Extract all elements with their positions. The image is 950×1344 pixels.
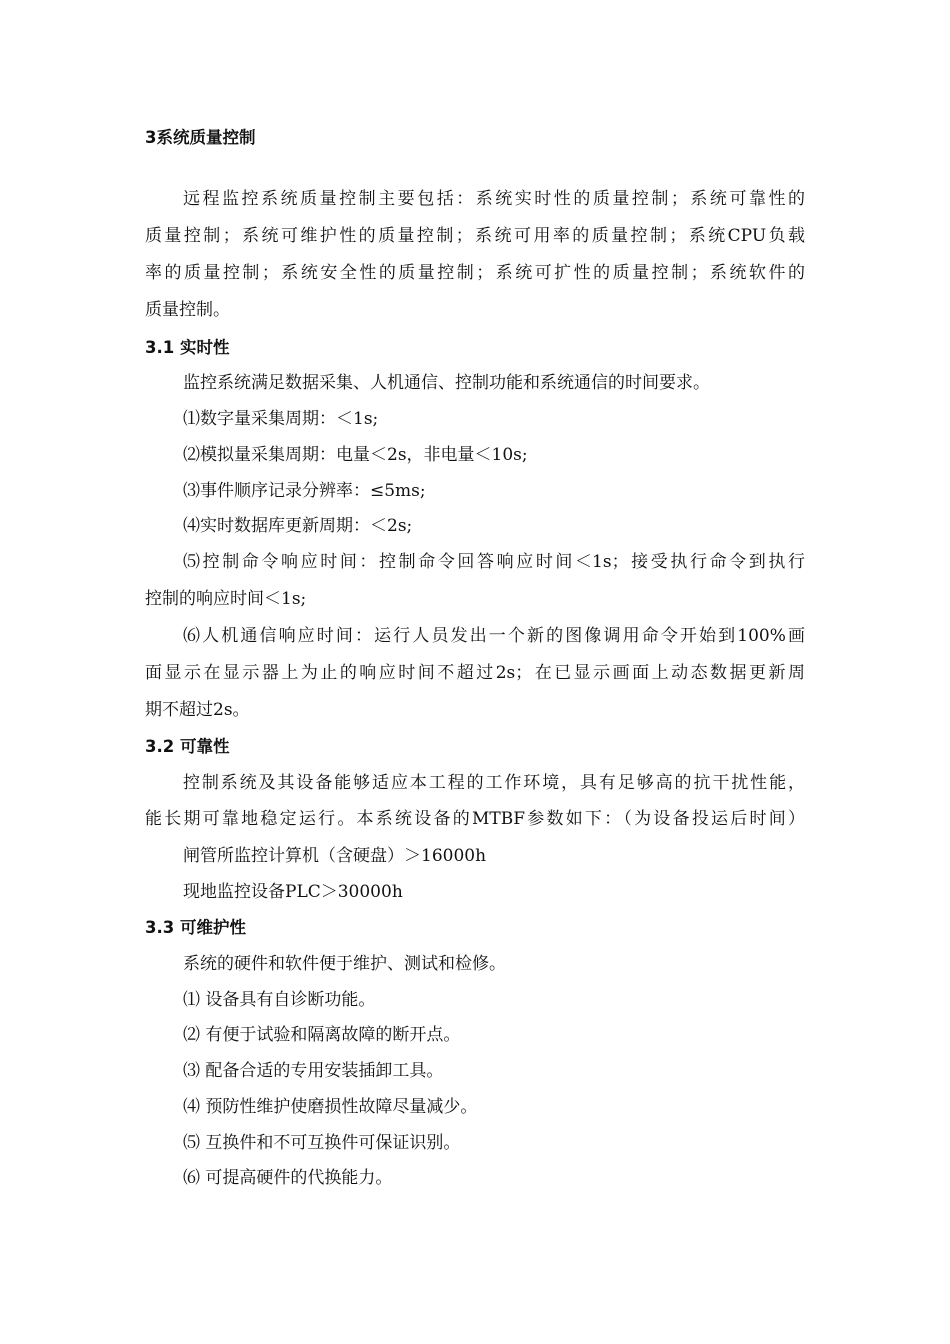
s31-item-5b: 控制的响应时间＜1s; [145, 589, 307, 609]
s31-item-6b: 面显示在显示器上为止的响应时间不超过2s；在已显示画面上动态数据更新周 [145, 663, 805, 683]
s31-item-3: ⑶事件顺序记录分辨率：≤5ms; [183, 481, 426, 501]
intro-line-2: 质量控制；系统可维护性的质量控制；系统可用率的质量控制；系统CPU负载 [145, 226, 805, 246]
heading-3-3: 3.3 可维护性 [145, 918, 246, 937]
s33-item-4: ⑷ 预防性维护使磨损性故障尽量减少。 [183, 1097, 478, 1117]
s32-line-1: 控制系统及其设备能够适应本工程的工作环境，具有足够高的抗干扰性能， [183, 773, 805, 793]
s33-item-6: ⑹ 可提高硬件的代换能力。 [183, 1168, 393, 1188]
heading-3-1: 3.1 实时性 [145, 338, 230, 357]
s32-line-4: 现地监控设备PLC＞30000h [183, 882, 403, 902]
intro-line-1: 远程监控系统质量控制主要包括：系统实时性的质量控制；系统可靠性的 [183, 189, 805, 209]
intro-line-3: 率的质量控制；系统安全性的质量控制；系统可扩性的质量控制；系统软件的 [145, 263, 805, 283]
s33-item-5: ⑸ 互换件和不可互换件可保证识别。 [183, 1133, 461, 1153]
s31-item-1: ⑴数字量采集周期：＜1s; [183, 409, 379, 429]
s32-line-2: 能长期可靠地稳定运行。本系统设备的MTBF参数如下：（为设备投运后时间） [145, 809, 805, 829]
s31-item-2: ⑵模拟量采集周期：电量＜2s，非电量＜10s; [183, 445, 528, 465]
intro-line-4: 质量控制。 [145, 300, 230, 320]
s33-item-1: ⑴ 设备具有自诊断功能。 [183, 990, 376, 1010]
section-title: 3系统质量控制 [145, 128, 256, 147]
s31-item-4: ⑷实时数据库更新周期：＜2s; [183, 516, 413, 536]
heading-3-2: 3.2 可靠性 [145, 737, 230, 756]
s32-line-3: 闸管所监控计算机（含硬盘）＞16000h [183, 846, 487, 866]
s31-item-5a: ⑸控制命令响应时间：控制命令回答响应时间＜1s；接受执行命令到执行 [183, 552, 805, 572]
s33-lead: 系统的硬件和软件便于维护、测试和检修。 [183, 954, 506, 974]
s31-item-6c: 期不超过2s。 [145, 700, 250, 720]
s33-item-2: ⑵ 有便于试验和隔离故障的断开点。 [183, 1025, 461, 1045]
s31-item-6a: ⑹人机通信响应时间：运行人员发出一个新的图像调用命令开始到100%画 [183, 626, 805, 646]
s33-item-3: ⑶ 配备合适的专用安装插卸工具。 [183, 1061, 444, 1081]
s31-lead: 监控系统满足数据采集、人机通信、控制功能和系统通信的时间要求。 [183, 373, 710, 393]
